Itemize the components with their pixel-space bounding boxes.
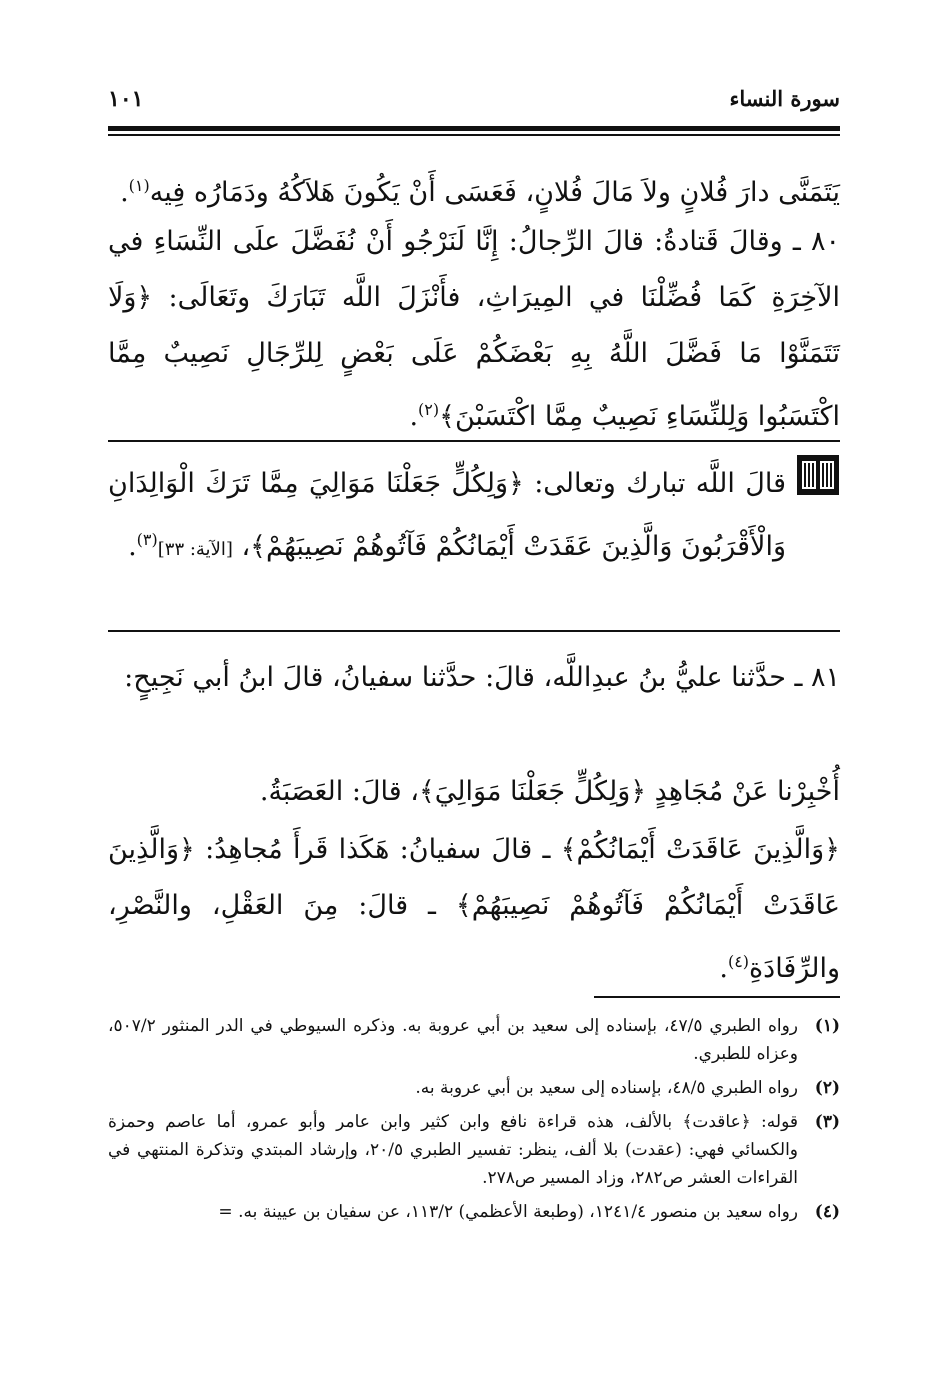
paragraph-text: ﴿وَالَّذِينَ عَاقَدَتْ أَيْمَانُكُمْ﴾ ـ قالَ سفيانُ: هَكَذا قَرأَ مُجاهِدُ: ﴿وَالَّذِينَ عَاقَدَتْ أَيْمَانُكُمْ فَآتُوهُمْ نَصِيبَهُمْ﴾ ـ قالَ: مِنَ العَقْلِ، والنَّصْرِ، والرِّفَادَةِ — [108, 834, 840, 984]
paragraph-continuation — [108, 158, 840, 221]
footnote-number: (١) — [814, 1016, 840, 1036]
paragraph-text: يَتَمَنَّى دارَ فُلانٍ ولاَ مَالَ فُلانٍ، فَعَسَى أَنْ يَكُونَ هَلاَكُهُ ودَمَارُه فِيه — [149, 177, 840, 208]
footnote-ref: (٣) — [136, 530, 158, 549]
footnote-ref: (٢) — [418, 400, 440, 419]
footnote-item — [108, 1198, 840, 1226]
header-rule — [108, 126, 840, 131]
footnotes — [108, 1012, 840, 1232]
paragraph-reading — [108, 822, 840, 997]
paragraph-text: ٨١ ـ حدَّثنا عليُّ بنُ عبدِاللَّه، قالَ: حدَّثنا سفيانُ، قالَ ابنُ أبي نَجِيحٍ: — [124, 662, 840, 693]
footnote-text: رواه سعيد بن منصور ١٢٤١/٤، (وطبعة الأعظمي) ١١٣/٢، عن سفيان بن عيينة به. = — [218, 1202, 798, 1222]
paragraph-end: . — [409, 401, 419, 432]
verse-box-bottom-rule — [108, 630, 840, 632]
footnote-item — [108, 1074, 840, 1102]
paragraph-80 — [108, 214, 840, 445]
footnote-number: (٣) — [814, 1112, 840, 1132]
surah-title: سورة النساء — [729, 86, 840, 111]
footnote-text: قوله: ﴿عاقدت﴾ بالألف، هذه قراءة نافع وابن كثير وابن عامر وأبو عمرو، أما عاصم وحمزة والكسائي فهي: (عقدت) بلا ألف، ينظر: تفسير الطبري ٢٠/٥، وإرشاد المبتدي وتذكرة المنتهي في القراءات العشر ص٢٨٢، وزاد المسير ص٢٧٨. — [108, 1112, 799, 1188]
paragraph-end: . — [719, 953, 728, 984]
paragraph-text: أُخْبِرْنا عَنْ مُجَاهِدٍ ﴿وَلِكُلٍّ جَعَلْنَا مَوَالِيَ﴾، قالَ: العَصَبَةُ. — [259, 776, 840, 807]
paragraph-text: ٨٠ ـ وقالَ قَتادةُ: قالَ الرِّجالُ: إِنَّا لَنَرْجُو أَنْ نُفَضَّلَ علَى النِّسَاءِ في الآخِرَةِ كَمَا فُضِّلْنَا في المِيرَاثِ، فأَنْزَلَ اللَّه تَبَارَكَ وتَعَالَى: ﴿وَلَا تَتَمَنَّوْا مَا فَضَّلَ اللَّهُ بِهِ بَعْضَكُمْ عَلَى بَعْضٍ لِلرِّجَالِ نَصِيبٌ مِمَّا اكْتَسَبُوا وَلِلنِّسَاءِ نَصِيبٌ مِمَّا اكْتَسَبْنَ﴾ — [108, 226, 840, 432]
footnote-ref: (٤) — [727, 952, 750, 971]
verse-citation: [الآية: ٣٣] — [157, 539, 233, 560]
header-rule-thin — [108, 134, 840, 136]
verse-block — [108, 456, 786, 578]
verse-box-top-rule — [108, 440, 840, 442]
footnote-text: رواه الطبري ٤٨/٥، بإسناده إلى سعيد بن أبي عروبة به. — [415, 1078, 798, 1098]
footnote-number: (٤) — [814, 1202, 840, 1222]
page-header — [108, 86, 840, 116]
footnote-ref: (١) — [128, 176, 150, 195]
footnote-text: رواه الطبري ٤٧/٥، بإسناده إلى سعيد بن أبي عروبة به. وذكره السيوطي في الدر المنثور ٥٠٧/٢، وعزاه للطبري. — [108, 1016, 798, 1064]
paragraph-end: . — [128, 531, 137, 562]
paragraph-end: . — [120, 177, 129, 208]
paragraph-81 — [108, 650, 840, 706]
page-number: ١٠١ — [108, 86, 144, 112]
paragraph-report — [108, 764, 840, 820]
footnote-item — [108, 1108, 840, 1192]
footnote-separator — [594, 996, 840, 998]
verse-text: قالَ اللَّه تبارك وتعالى: ﴿وَلِكُلٍّ جَعَلْنَا مَوَالِيَ مِمَّا تَرَكَ الْوَالِدَانِ وَالْأَقْرَبُونَ وَالَّذِينَ عَقَدَتْ أَيْمَانُكُمْ فَآتُوهُمْ نَصِيبَهُمْ﴾، — [108, 468, 786, 562]
open-book-icon — [796, 454, 840, 496]
footnote-number: (٢) — [814, 1078, 840, 1098]
footnote-item — [108, 1012, 840, 1068]
